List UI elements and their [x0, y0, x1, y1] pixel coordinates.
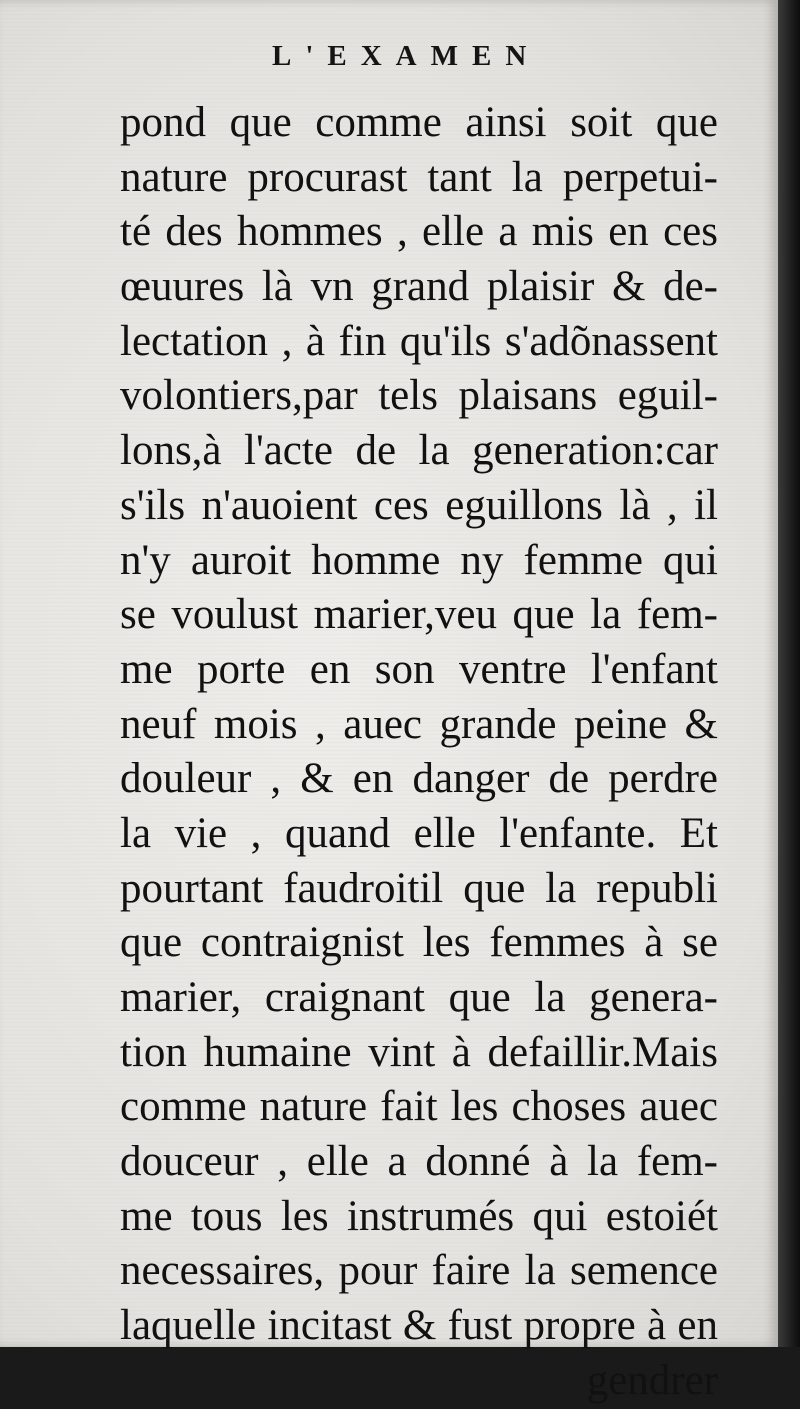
- text-line: comme nature fait les choses auec: [120, 1083, 718, 1131]
- text-line: la vie , quand elle l'enfante. Et: [120, 809, 718, 857]
- text-line: n'y auroit homme ny femme qui: [120, 536, 718, 584]
- text-line: pourtant faudroitil que la republi: [120, 864, 718, 912]
- text-line: œuures là vn grand plaisir & de-: [120, 263, 718, 311]
- body-text: [120, 96, 718, 1409]
- text-line: lons,à l'acte de la generation:car: [120, 427, 718, 475]
- text-line: se voulust marier,veu que la fem-: [120, 591, 718, 639]
- text-line: pond que comme ainsi soit que: [120, 99, 718, 146]
- text-line: me porte en son ventre l'enfant: [120, 645, 718, 693]
- text-line: volontiers,par tels plaisans eguil-: [120, 372, 718, 420]
- text-line: lectation , à fin qu'ils s'adõnassent: [120, 317, 718, 365]
- text-line: me tous les instrumés qui estoiét: [120, 1192, 718, 1240]
- text-line: nature procurast tant la perpetui-: [120, 153, 718, 201]
- text-line: que contraignist les femmes à se: [120, 919, 718, 967]
- text-line: laquelle incitast & fust propre à en: [120, 1302, 718, 1350]
- text-line: neuf mois , auec grande peine &: [120, 700, 718, 748]
- text-line: necessaires, pour faire la semence: [120, 1247, 718, 1295]
- text-line: marier, craignant que la genera-: [120, 974, 718, 1021]
- running-head: L'EXAMEN: [272, 40, 541, 72]
- catchword: gendrer: [586, 1356, 718, 1404]
- text-line: douleur , & en danger de perdre: [120, 755, 718, 803]
- text-line: douceur , elle a donné à la fem-: [120, 1138, 718, 1186]
- text-line: tion humaine vint à defaillir.Mais: [120, 1028, 718, 1076]
- page-edge-shadow: [778, 0, 800, 1347]
- text-line: s'ils n'auoient ces eguillons là , il: [120, 481, 718, 529]
- text-line: té des hommes , elle a mis en ces: [120, 208, 718, 256]
